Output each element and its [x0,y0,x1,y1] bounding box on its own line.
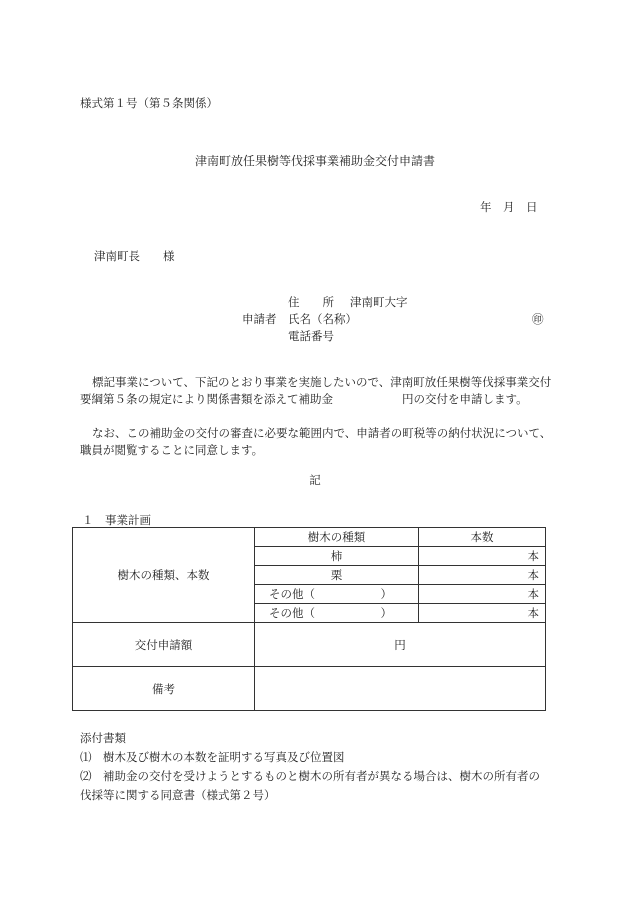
phone-label: 電話番号 [288,329,334,343]
form-number: 様式第１号（第５条関係） [80,96,218,110]
count-unit: 本 [419,585,546,604]
applicant-label: 申請者 [242,312,277,326]
address-value: 津南町大字 [350,295,408,309]
ki-heading: 記 [309,473,321,487]
count-unit: 本 [419,547,546,566]
document-title: 津南町放任果樹等伐採事業補助金交付申請書 [194,154,435,168]
species-row-label: 樹木の種類、本数 [73,528,255,623]
other-open: その他（ [269,606,315,620]
attachment-item: ⑴ 樹木及び樹木の本数を証明する写真及び位置図 [80,750,345,764]
plan-table [72,527,546,711]
count-column-header: 本数 [419,528,546,547]
species-cell-other [255,604,419,623]
addressee: 津南町長 様 [94,249,175,263]
other-close: ） [380,587,392,601]
other-open: その他（ [269,587,315,601]
other-close: ） [380,606,392,620]
body-paragraph-2: なお、この補助金の交付の審査に必要な範囲内で、申請者の町税等の納付状況について、 職員が閲覧することに同意します。 [80,426,552,457]
attachment-item: ⑵ 補助金の交付を受けようとするものと樹木の所有者が異なる場合は、樹木の所有者の [80,769,540,783]
count-unit: 本 [419,566,546,585]
name-label: 氏名（名称） [288,312,357,326]
amount-unit: 円 [255,623,546,667]
table-row [73,623,546,667]
species-cell: 柿 [255,547,419,566]
remarks-label: 備考 [73,667,255,711]
address-label: 住 所 [288,295,334,309]
seal-mark: ㊞ [532,312,544,326]
section-heading: １ 事業計画 [82,513,151,527]
attachments-heading: 添付書類 [80,731,126,745]
date-line: 年 月 日 [480,200,538,214]
table-row [73,528,546,547]
amount-label: 交付申請額 [73,623,255,667]
table-row [73,667,546,711]
count-unit: 本 [419,604,546,623]
species-cell: 栗 [255,566,419,585]
body-paragraph-1: 標記事業について、下記のとおり事業を実施したいので、津南町放任果樹等伐採事業交付要綱第５条の規定により関係書類を添えて補助金 円の交付を申請します。 [80,375,552,406]
attachment-item-continued: 伐採等に関する同意書（様式第２号） [80,788,276,802]
remarks-value [255,667,546,711]
species-cell-other [255,585,419,604]
species-column-header: 樹木の種類 [255,528,419,547]
